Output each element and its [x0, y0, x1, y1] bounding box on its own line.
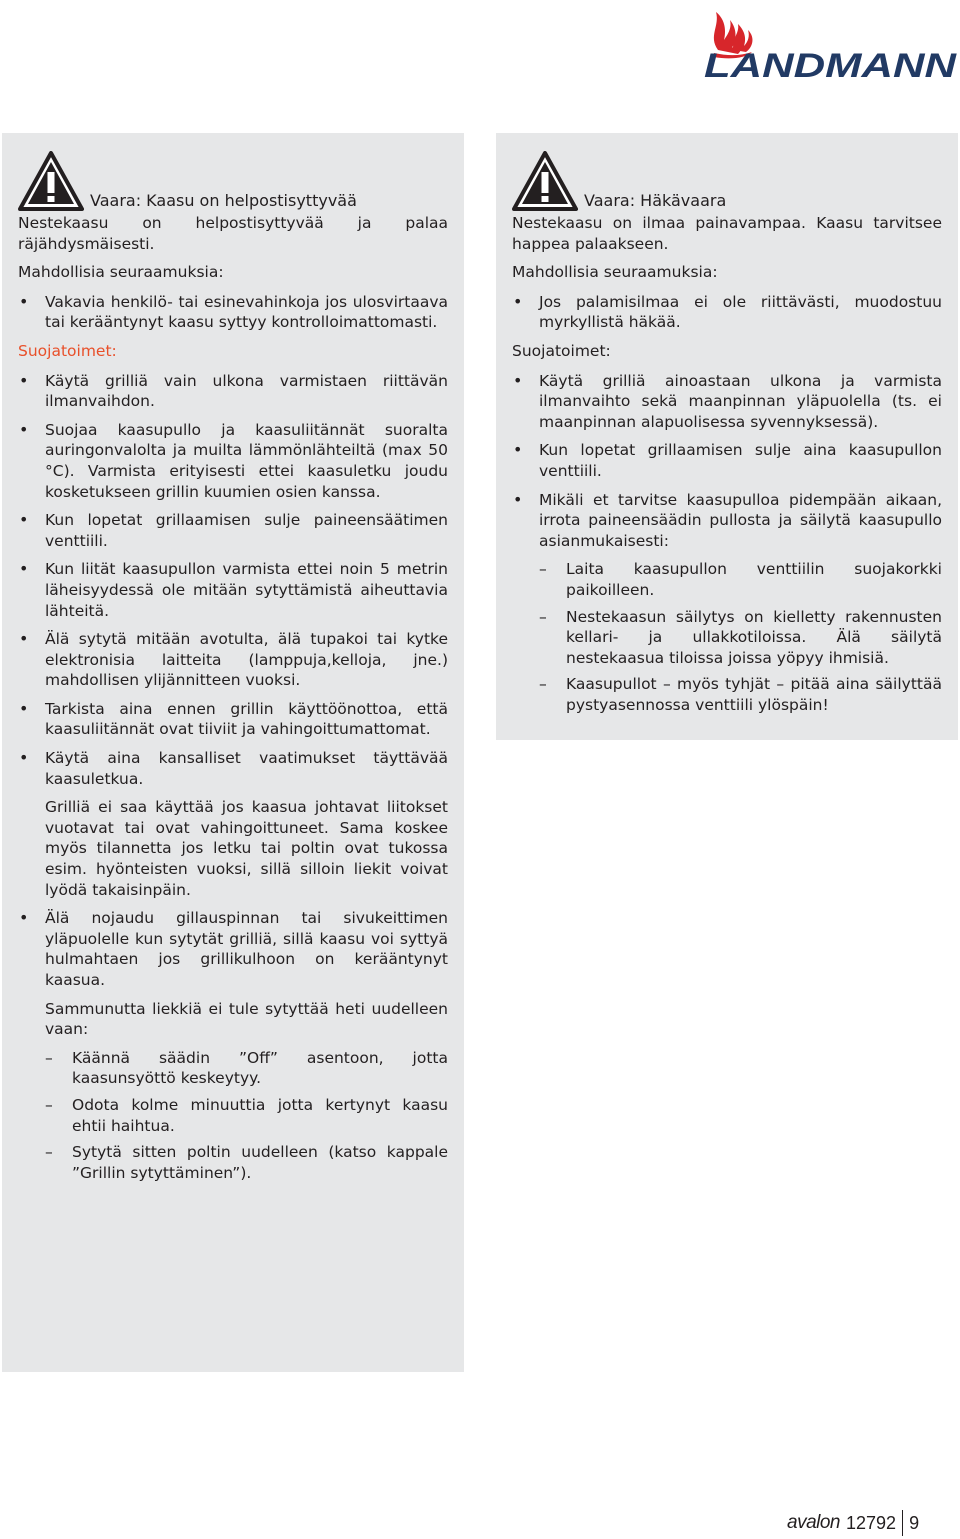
warning-intro: Nestekaasu on helpostisyttyvää ja palaa räjähdysmäisesti. [18, 214, 448, 253]
list-item: • Suojaa kaasupullo ja kaasuliitännät suoralta auringonvalolta ja muilta lämmönlähteiltä (max 50 °C). Varmista erityisesti ettei kaasuletku joudu kosketukseen grillin kuumien osien kanssa. [18, 420, 448, 502]
page-footer [787, 1511, 919, 1535]
warning-intro: Nestekaasu on ilmaa painavampaa. Kaasu tarvitsee happea palaakseen. [512, 214, 942, 253]
page-number: 9 [909, 1512, 920, 1533]
storage-steps [539, 559, 942, 715]
precautions-heading: Suojatoimet: [18, 341, 117, 360]
product-brand: avalon [787, 1512, 840, 1533]
list-item: • Älä sytytä mitään avotulta, älä tupakoi tai kytke elektronisia laitteita (lamppuja,kelloja, jne.) mahdollisen ylijännitteen vuoksi. [18, 629, 448, 691]
list-item: – Käännä säädin ”Off” asentoon, jotta kaasunsyöttö keskeytyy. [45, 1048, 448, 1089]
list-item: • Kun lopetat grillaamisen sulje aina kaasupullon venttiili. [512, 440, 942, 481]
reignite-steps [45, 1048, 448, 1184]
list-item: • Jos palamisilmaa ei ole riittävästi, muodostuu myrkyllistä häkää. [512, 292, 942, 333]
precautions-list [18, 371, 448, 1040]
list-item: – Sytytä sitten poltin uudelleen (katso kappale ”Grillin sytyttäminen”). [45, 1142, 448, 1183]
carbon-monoxide-warning-panel [496, 133, 958, 740]
list-item: • Käytä grilliä vain ulkona varmistaen riittävän ilmanvaihdon. [18, 371, 448, 412]
flame-icon [700, 6, 958, 80]
warning-title: Vaara: Kaasu on helpostisyttyvää [90, 191, 357, 210]
logo-wordmark: LANDMANN [704, 47, 958, 80]
warning-header [18, 149, 448, 211]
list-item: – Odota kolme minuuttia jotta kertynyt kaasu ehtii haihtua. [45, 1095, 448, 1136]
warning-triangle-icon [512, 151, 578, 211]
warning-triangle-icon [18, 151, 84, 211]
consequences-heading: Mahdollisia seuraamuksia: [18, 263, 224, 282]
reignite-intro: Sammunutta liekkiä ei tule sytyttää heti uudelleen vaan: [45, 999, 448, 1039]
footer-divider [902, 1510, 903, 1536]
consequences-heading: Mahdollisia seuraamuksia: [512, 263, 718, 282]
precautions-list [512, 371, 942, 552]
list-item: • Käytä grilliä ainoastaan ulkona ja varmista ilmanvaihto sekä maanpinnan yläpuolella (ts. ei maanpinnan alapuolisessa syvennyksessä). [512, 371, 942, 433]
gas-flammable-warning-panel [2, 133, 464, 1372]
list-item: • Tarkista aina ennen grillin käyttöönottoa, että kaasuliitännät ovat tiiviit ja vahingoittumattomat. [18, 699, 448, 740]
list-item: • Älä nojaudu gillauspinnan tai sivukeittimen yläpuolelle kun sytytät grilliä, sillä kaasu voi syttyä hulmahtaen jos grillikulhoon on kerääntynyt kaasua. [18, 908, 448, 990]
hose-note: Grilliä ei saa käyttää jos kaasua johtavat liitokset vuotavat tai ovat vahingoittuneet. Sama koskee myös tilannetta jos letku tai poltin ovat tukossa esim. hyönteisten vuoksi, sillä silloin liekit voivat lyödä takaisinpäin. [45, 798, 448, 899]
landmann-logo [700, 6, 958, 80]
warning-header [512, 149, 942, 211]
list-item: • Mikäli et tarvitse kaasupulloa pidempään aikaan, irrota paineensäädin pullosta ja säilytä kaasupullo asianmukaisesti: [512, 490, 942, 552]
list-item: – Kaasupullot – myös tyhjät – pitää aina säilyttää pystyasennossa venttiili ylöspäin! [539, 674, 942, 715]
warning-title: Vaara: Häkävaara [584, 191, 727, 210]
list-item: • Käytä aina kansalliset vaatimukset täyttävää kaasuletkua. [18, 748, 448, 789]
list-item: • Kun lopetat grillaamisen sulje paineensäätimen venttiili. [18, 510, 448, 551]
model-number: 12792 [846, 1512, 897, 1533]
list-item: – Nestekaasun säilytys on kielletty rakennusten kellari- ja ullakkotiloissa. Älä säilytä nestekaasua tiloissa joissa yöpyy ihmisiä. [539, 607, 942, 669]
list-item: – Laita kaasupullon venttiilin suojakorkki paikoilleen. [539, 559, 942, 600]
precautions-heading: Suojatoimet: [512, 341, 611, 360]
list-item: • Kun liität kaasupullon varmista ettei noin 5 metrin läheisyydessä ole mitään sytyttämistä aiheuttavia lähteitä. [18, 559, 448, 621]
consequences-list [512, 292, 942, 333]
list-item: • Vakavia henkilö- tai esinevahinkoja jos ulosvirtaava tai kerääntynyt kaasu syttyy kontrolloimattomasti. [18, 292, 448, 333]
consequences-list [18, 292, 448, 333]
